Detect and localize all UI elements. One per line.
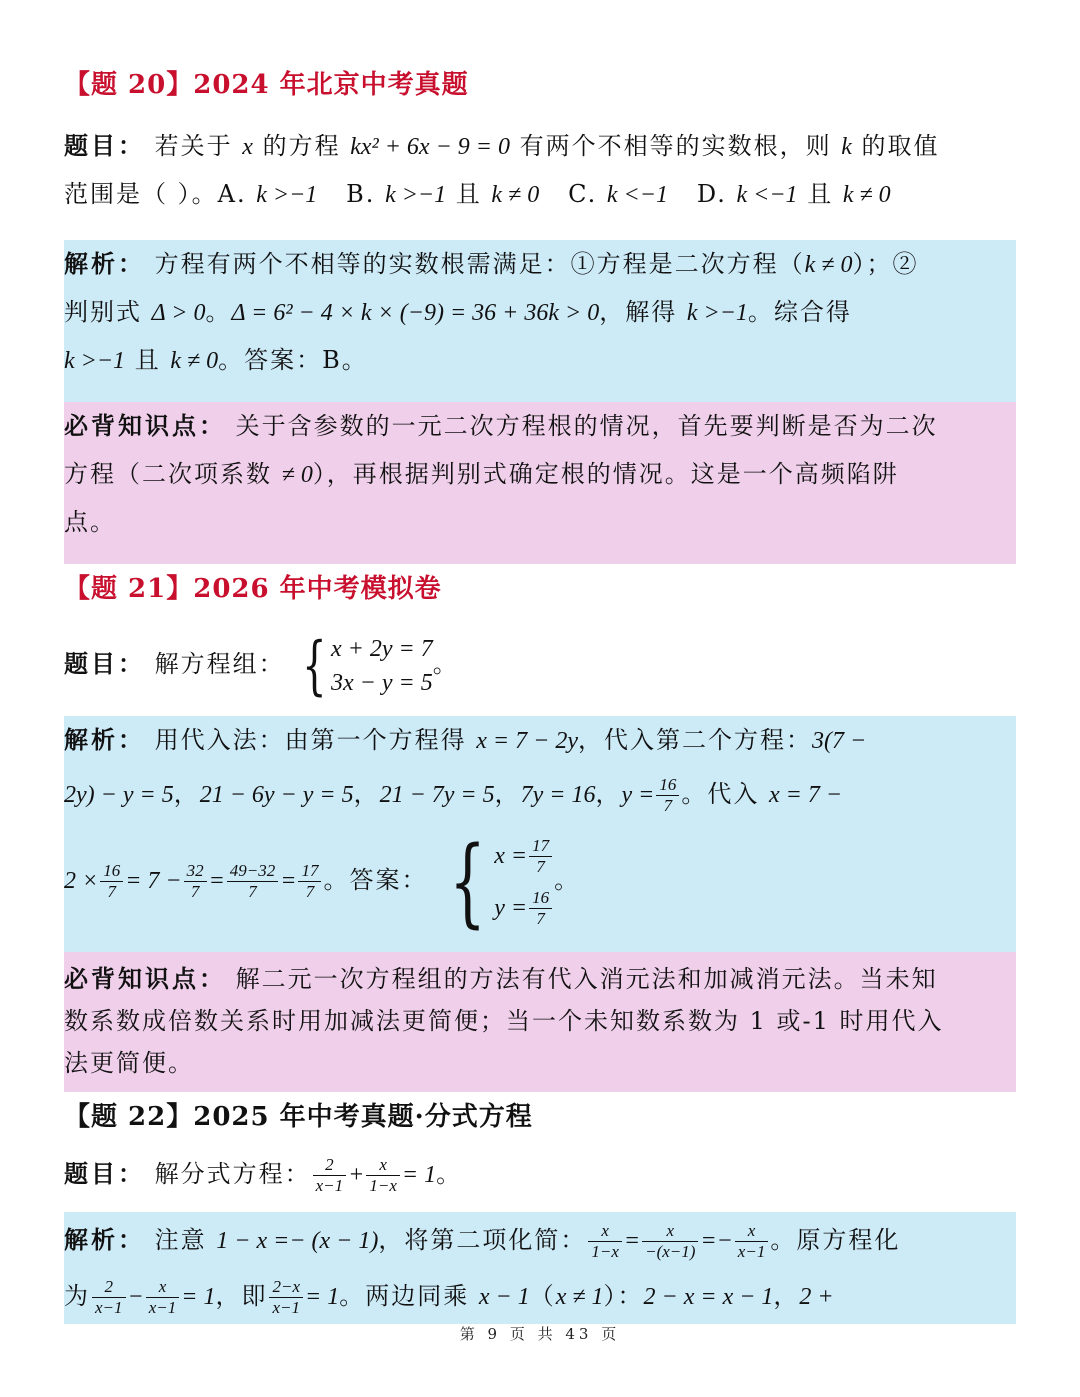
q20-problem (64, 122, 1016, 222)
numerator: 32 (184, 861, 207, 882)
answer-x (494, 830, 554, 882)
option-a: k >−1 (256, 182, 318, 208)
math: 2 − x = x − 1 (643, 1284, 774, 1310)
equation-1: x + 2y = 7 (331, 635, 433, 662)
text: ， (353, 780, 380, 808)
numerator: x (588, 1221, 622, 1242)
numerator: x (735, 1221, 769, 1242)
math: 21 − 6y − y = 5 (199, 782, 354, 808)
fraction (656, 775, 679, 816)
math: Δ > 0 (151, 300, 206, 326)
fraction (529, 888, 552, 929)
text: C. (568, 180, 598, 208)
math: k ≠ 0 (804, 252, 853, 278)
math: 1 − x =− (x − 1) (216, 1228, 379, 1254)
numerator: x (642, 1221, 698, 1242)
analysis-label: 解析： (64, 249, 145, 278)
fraction (227, 861, 278, 902)
text: 解方程组： (154, 650, 285, 678)
fraction (146, 1277, 180, 1318)
math: = (280, 868, 297, 894)
problem-label: 题目： (64, 1159, 145, 1188)
text: 法更简便。 (64, 1049, 194, 1077)
text: 关于含参数的一元二次方程根的情况，首先要判断是否为二次 (235, 412, 938, 440)
text: ， (494, 780, 521, 808)
math-equation: kx² + 6x − 9 = 0 (350, 134, 510, 160)
math: 2 × (64, 868, 99, 894)
q22-problem (64, 1148, 1016, 1200)
page-footer: 第 9 页 共 43 页 (459, 1325, 621, 1343)
text: 。 (554, 866, 581, 894)
numerator: x (146, 1277, 180, 1298)
fraction (735, 1221, 769, 1262)
math: 2y) − y = 5 (64, 782, 174, 808)
math: x (242, 134, 253, 160)
denominator: x−1 (315, 1176, 344, 1195)
fraction (366, 1155, 400, 1196)
text: ， (173, 780, 200, 808)
answer-text: 。答案：B。 (218, 346, 368, 374)
denominator: x−1 (272, 1298, 300, 1317)
fraction (298, 861, 321, 902)
q21-knowledge (64, 952, 1016, 1092)
equation-2: 3x − y = 5 (331, 669, 433, 696)
problem-label: 题目： (64, 131, 145, 160)
math: = 1 (181, 1284, 216, 1310)
numerator: 49−32 (227, 861, 278, 882)
option-b: k >−1 (385, 182, 447, 208)
text: 注意 (154, 1226, 207, 1254)
math: x = 7 − (768, 782, 843, 808)
denominator: 7 (248, 882, 257, 901)
equation-system (294, 628, 433, 702)
denominator: −(x−1) (645, 1242, 696, 1261)
math-equation: Δ = 6² − 4 × k × (−9) = 36 + 36k > 0 (231, 300, 600, 326)
text: D. (696, 180, 727, 208)
q20-knowledge (64, 402, 1016, 564)
denominator: 7 (536, 909, 545, 929)
fraction (92, 1277, 126, 1318)
math: 3(7 − (811, 728, 867, 754)
text: 解分式方程： (154, 1160, 311, 1188)
option-c: k <−1 (606, 182, 668, 208)
math: = (623, 1228, 641, 1254)
answer-system (437, 825, 554, 938)
math: k >−1 (64, 348, 126, 374)
text: ，即 (215, 1282, 268, 1310)
denominator: 7 (190, 882, 200, 901)
text: 方程有两个不相等的实数根需满足：①方程是二次方程（ (154, 250, 805, 278)
text: ）： (603, 1282, 644, 1310)
fraction (269, 1277, 303, 1318)
math: − (127, 1284, 144, 1310)
text: ， (773, 1282, 800, 1310)
text: 为 (64, 1282, 90, 1310)
math: 21 − 7y = 5 (379, 782, 495, 808)
math: x − 1 (478, 1284, 530, 1310)
math: k ≠ 0 (170, 348, 219, 374)
math: x = 7 − 2y (476, 728, 578, 754)
text: （ (529, 1282, 556, 1310)
text: 。综合得 (747, 298, 852, 326)
text: ，解得 (599, 298, 678, 326)
denominator: 1−x (591, 1242, 619, 1261)
text: 的取值 (861, 132, 940, 160)
q21-analysis (64, 716, 1016, 952)
answer-text: 。答案： (323, 866, 428, 894)
math: y = (494, 894, 528, 921)
text: 方程（二次项系数 (64, 460, 272, 488)
fraction (529, 836, 552, 877)
text: ，代入第二个方程： (577, 726, 812, 754)
text: B. (346, 180, 376, 208)
numerator: x (366, 1155, 400, 1176)
numerator: 2 (92, 1277, 126, 1298)
q20-analysis (64, 240, 1016, 402)
problem-label: 题目： (64, 649, 145, 678)
text: 。 (205, 298, 232, 326)
math: y = (621, 782, 655, 808)
text: 有两个不相等的实数根，则 (519, 132, 832, 160)
math: x ≠ 1 (555, 1284, 604, 1310)
knowledge-label: 必背知识点： (64, 411, 226, 440)
fraction (184, 861, 207, 902)
numerator: 16 (100, 861, 123, 882)
math: =− (700, 1228, 733, 1254)
denominator: 7 (305, 882, 315, 901)
numerator: 16 (529, 888, 552, 909)
numerator: 2 (313, 1155, 347, 1176)
denominator: 7 (663, 796, 673, 815)
text: 。代入 (681, 780, 760, 808)
denominator: 7 (107, 882, 116, 901)
analysis-label: 解析： (64, 1225, 145, 1254)
text: 。两边同乘 (339, 1282, 470, 1310)
text: 。 (436, 1160, 463, 1188)
option-d: k <−1 (736, 182, 798, 208)
analysis-label: 解析： (64, 725, 145, 754)
q22-title: 【题 22】2025 年中考真题·分式方程 (64, 1102, 533, 1132)
numerator: 2−x (269, 1277, 303, 1298)
fraction (100, 861, 123, 902)
text: 解二元一次方程组的方法有代入消元法和加减消元法。当未知 (235, 965, 938, 993)
text: ）；② (852, 250, 919, 278)
fraction (642, 1221, 698, 1262)
text: 点。 (64, 508, 116, 536)
math: = 7 − (125, 868, 182, 894)
denominator: x−1 (148, 1298, 177, 1317)
numerator: 17 (298, 861, 321, 882)
denominator: x−1 (737, 1242, 766, 1261)
math: 7y = 16 (520, 782, 596, 808)
denominator: x−1 (95, 1298, 123, 1317)
math: 2 + (799, 1284, 834, 1310)
text: 。 (432, 650, 459, 678)
answer-y (494, 882, 554, 934)
math: = 1 (305, 1284, 340, 1310)
math: k ≠ 0 (491, 182, 540, 208)
q21-problem (64, 626, 1016, 702)
text: 范围是（ ）。A. (64, 180, 247, 208)
math: k (841, 134, 852, 160)
text: 用代入法：由第一个方程得 (154, 726, 467, 754)
text: 的方程 (262, 132, 341, 160)
math: k ≠ 0 (842, 182, 891, 208)
q22-analysis (64, 1212, 1016, 1324)
text: ），再根据判别式确定根的情况。这是一个高频陷阱 (312, 460, 899, 488)
text: 且 (807, 180, 834, 208)
text: 且 (455, 180, 482, 208)
math: = (208, 868, 225, 894)
numerator: 17 (529, 836, 552, 857)
q20-title: 【题 20】2024 年北京中考真题 (64, 70, 469, 100)
numerator: 16 (656, 775, 679, 796)
fraction (588, 1221, 622, 1262)
q21-title: 【题 21】2026 年中考模拟卷 (64, 574, 442, 604)
text: ，将第二项化简： (378, 1226, 587, 1254)
brace-icon: { (449, 825, 486, 938)
text: 判别式 (64, 298, 142, 326)
denominator: 1−x (369, 1176, 397, 1195)
text: ， (595, 780, 622, 808)
knowledge-label: 必背知识点： (64, 964, 226, 993)
fraction (313, 1155, 347, 1196)
text: 数系数成倍数关系时用加减法更简便；当一个未知数系数为 1 或-1 时用代入 (64, 1007, 944, 1035)
math: k >−1 (686, 300, 748, 326)
math: = 1 (401, 1162, 437, 1188)
math: x = (494, 842, 528, 869)
math: + (348, 1162, 365, 1188)
denominator: 7 (536, 857, 545, 877)
text: 。原方程化 (770, 1226, 901, 1254)
brace-icon: { (302, 628, 327, 702)
text: 若关于 (154, 132, 233, 160)
math: ≠ 0 (281, 462, 313, 488)
text: 且 (134, 346, 161, 374)
